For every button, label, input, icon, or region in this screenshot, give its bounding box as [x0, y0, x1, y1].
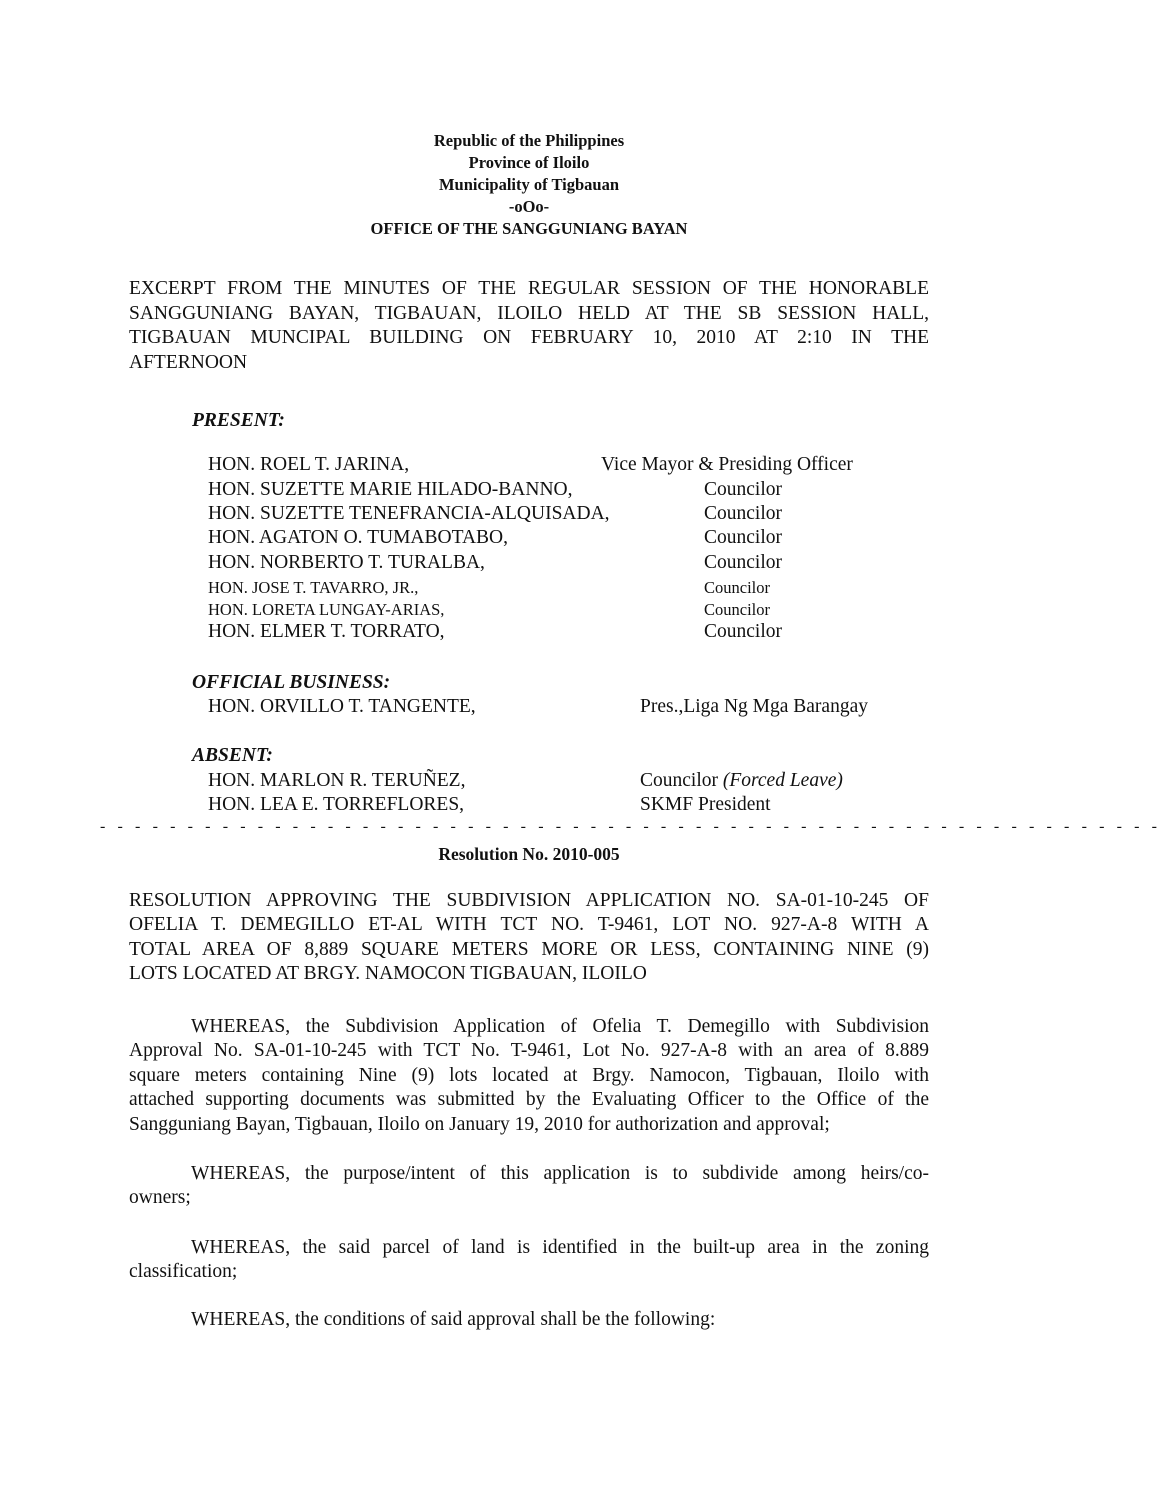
header-office: OFFICE OF THE SANGGUNIANG BAYAN — [370, 219, 688, 238]
whereas-clause-4 — [129, 1308, 929, 1332]
member-role: Councilor — [704, 479, 782, 500]
whereas-clause-2 — [129, 1162, 929, 1211]
whereas-clause-3 — [129, 1236, 929, 1285]
excerpt-line: AFTERNOON — [129, 351, 248, 373]
clause-line: owners; — [129, 1187, 191, 1209]
clause-line: Sangguniang Bayan, Tigbauan, Iloilo on January 19, 2010 for authorization and approval; — [129, 1113, 830, 1135]
member-name: HON. NORBERTO T. TURALBA, — [208, 552, 485, 573]
excerpt-paragraph — [129, 277, 929, 375]
member-name: HON. ORVILLO T. TANGENTE, — [208, 696, 476, 717]
member-name: HON. LEA E. TORREFLORES, — [208, 794, 465, 815]
header-ornament: -oOo- — [508, 197, 550, 216]
clause-line: square meters containing Nine (9) lots located at Brgy. Namocon, Tigbauan, Iloilo with — [129, 1064, 929, 1086]
letterhead — [0, 130, 1058, 240]
clause-line: classification; — [129, 1261, 238, 1283]
excerpt-line: SANGGUNIANG BAYAN, TIGBAUAN, ILOILO HELD AT THE SB SESSION HALL, — [129, 302, 929, 324]
clause-line: Approval No. SA-01-10-245 with TCT No. T-9461, Lot No. 927-A-8 with an area of 8.889 — [129, 1040, 929, 1062]
resolution-title — [129, 889, 929, 987]
member-role: Councilor — [704, 503, 782, 524]
title-line: OFELIA T. DEMEGILLO ET-AL WITH TCT NO. T-9461, LOT NO. 927-A-8 WITH A — [129, 914, 929, 936]
excerpt-line: EXCERPT FROM THE MINUTES OF THE REGULAR SESSION OF THE HONORABLE — [129, 278, 929, 299]
member-name: HON. AGATON O. TUMABOTABO, — [208, 527, 508, 548]
member-role: Councilor — [640, 770, 718, 791]
member-name: HON. ROEL T. JARINA, — [208, 454, 410, 475]
member-note: (Forced Leave) — [722, 770, 843, 791]
absent-label: ABSENT: — [192, 745, 273, 766]
member-name: HON. ELMER T. TORRATO, — [208, 621, 445, 642]
title-line: RESOLUTION APPROVING THE SUBDIVISION APPLICATION NO. SA-01-10-245 OF — [129, 890, 929, 911]
member-role-with-note — [640, 770, 843, 792]
dashed-separator: - - - - - - - - - - - - - - - - - - - - - - - - - - - - - - - - - - - - - - - - - - - - - - - - - - - - - - - - - - - - - — [100, 818, 1161, 835]
member-role: SKMF President — [640, 794, 771, 815]
member-name: HON. LORETA LUNGAY-ARIAS, — [208, 600, 445, 619]
resolution-number: Resolution No. 2010-005 — [438, 844, 620, 864]
member-role: Vice Mayor & Presiding Officer — [601, 454, 853, 475]
excerpt-line: TIGBAUAN MUNCIPAL BUILDING ON FEBRUARY 10, 2010 AT 2:10 IN THE — [129, 327, 929, 348]
member-name: HON. JOSE T. TAVARRO, JR., — [208, 578, 419, 597]
member-role: Pres.,Liga Ng Mga Barangay — [640, 696, 868, 717]
member-role: Councilor — [704, 578, 770, 597]
member-name: HON. SUZETTE MARIE HILADO-BANNO, — [208, 479, 573, 500]
clause-line: WHEREAS, the conditions of said approval shall be the following: — [191, 1309, 716, 1330]
member-role: Councilor — [704, 552, 782, 573]
header-republic: Republic of the Philippines — [433, 131, 625, 150]
official-business-label: OFFICIAL BUSINESS: — [192, 672, 391, 693]
member-role: Councilor — [704, 527, 782, 548]
member-name: HON. SUZETTE TENEFRANCIA-ALQUISADA, — [208, 503, 610, 524]
member-name: HON. MARLON R. TERUÑEZ, — [208, 770, 466, 791]
whereas-clause-1 — [129, 1015, 929, 1137]
header-municipality: Municipality of Tigbauan — [438, 175, 620, 194]
clause-line: attached supporting documents was submitted by the Evaluating Officer to the Office of the — [129, 1089, 929, 1111]
clause-line: WHEREAS, the said parcel of land is identified in the built-up area in the zoning — [191, 1237, 929, 1258]
title-line: TOTAL AREA OF 8,889 SQUARE METERS MORE OR LESS, CONTAINING NINE (9) — [129, 938, 929, 960]
member-role: Councilor — [704, 600, 770, 619]
header-province: Province of Iloilo — [468, 153, 590, 172]
member-role: Councilor — [704, 621, 782, 642]
title-line: LOTS LOCATED AT BRGY. NAMOCON TIGBAUAN, ILOILO — [129, 963, 647, 985]
present-label: PRESENT: — [192, 410, 285, 431]
clause-line: WHEREAS, the Subdivision Application of Ofelia T. Demegillo with Subdivision — [191, 1016, 929, 1037]
clause-line: WHEREAS, the purpose/intent of this application is to subdivide among heirs/co- — [191, 1163, 929, 1184]
